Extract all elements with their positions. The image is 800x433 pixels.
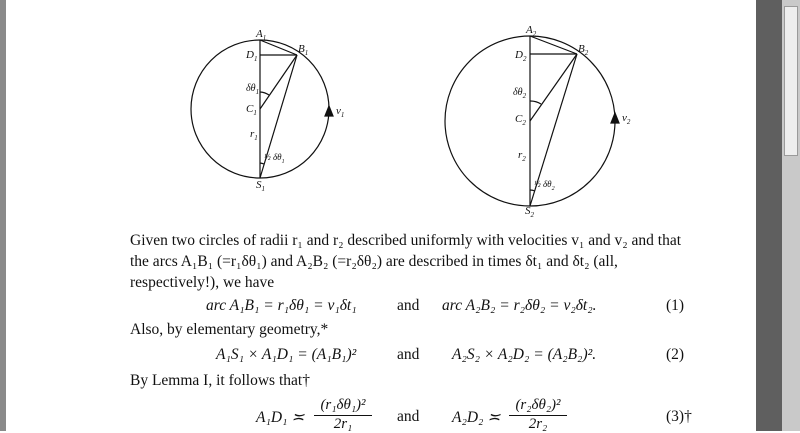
equation-2-and: and [397, 346, 420, 363]
right-label-d: D [515, 49, 523, 61]
equation-3-and: and [397, 408, 420, 425]
equation-2-number: (2) [666, 346, 685, 363]
right-half-angle-arc [530, 190, 535, 191]
circle-diagrams [6, 0, 756, 431]
left-angle-arc [260, 92, 269, 95]
right-label-s: S [525, 205, 531, 217]
left-label-c: C [246, 103, 254, 115]
svg-text:δθ2: $\delta\theta_2$ [513, 87, 527, 100]
equation-3-right-numerator: (r₂δθ₂)² [515, 397, 561, 413]
left-label-dtheta: δθ [246, 83, 256, 94]
document-page [6, 0, 756, 431]
left-label-b: B [298, 43, 305, 55]
left-half-angle-arc [260, 163, 264, 164]
right-label-dtheta: δθ [513, 87, 523, 98]
svg-text:S1: $S_1$ [256, 179, 265, 193]
svg-text:A1: $A_1$ [256, 28, 267, 42]
equation-3-right-lhs: A₂D₂ ≍ [452, 409, 501, 426]
svg-text:D1: $D_1$ [246, 49, 258, 63]
equation-1-and: and [397, 297, 420, 314]
right-label-a: A [526, 24, 533, 36]
equation-3-right-denominator: 2r₂ [509, 415, 567, 433]
equation-1-left: arc A₁B₁ = r₁δθ₁ = v₁δt₁ [206, 297, 357, 314]
right-radius-cb [530, 54, 577, 121]
equation-3-left-denominator: 2r₁ [314, 415, 372, 433]
right-circle-figure [445, 36, 619, 206]
svg-text:½ δθ1: ½ $\delta\theta_1$ [264, 152, 285, 165]
svg-text:C1: $C_1$ [246, 103, 257, 117]
svg-text:B1: $B_1$ [298, 43, 309, 57]
paragraph-lemma: By Lemma I, it follows that† [130, 372, 310, 389]
equation-1-number: (1) [666, 297, 685, 314]
scrollbar-thumb[interactable] [784, 6, 798, 156]
left-label-half-angle: ½ δθ [264, 152, 282, 162]
equation-2-right: A₂S₂ × A₂D₂ = (A₂B₂)². [452, 346, 597, 363]
equation-3-right-fraction [509, 397, 567, 433]
right-label-r: r [518, 149, 523, 161]
svg-text:v1: $v_1$ [336, 105, 345, 119]
paragraph-line-2: the arcs A₁B₁ (=r₁δθ₁) and A₂B₂ (=r₂δθ₂) are described in times δt₁ and δt₂ (all, [130, 253, 618, 270]
right-angle-arc [530, 101, 541, 104]
left-label-a: A [256, 28, 263, 40]
svg-text:S2: $S_2$ [525, 205, 534, 219]
svg-text:½ δθ2: ½ $\delta\theta_2$ [534, 179, 555, 192]
svg-text:A2: $A_2$ [526, 24, 537, 38]
right-velocity-arrow [611, 113, 619, 123]
equation-2-left: A₁S₁ × A₁D₁ = (A₁B₁)² [216, 346, 357, 363]
equation-3-left-fraction [314, 397, 372, 433]
svg-text:B2: $B_2$ [578, 43, 589, 57]
paragraph-line-3: respectively!), we have [130, 274, 275, 291]
svg-text:D2: $D_2$ [515, 49, 527, 63]
right-label-half-angle: ½ δθ [534, 179, 552, 189]
equation-3-left-lhs: A₁D₁ ≍ [256, 409, 305, 426]
right-label-c: C [515, 113, 523, 125]
left-velocity-arrow [325, 106, 333, 116]
left-circle-figure [191, 40, 333, 178]
svg-text:v2: $v_2$ [622, 112, 631, 126]
equation-1-right: arc A₂B₂ = r₂δθ₂ = v₂δt₂. [442, 297, 597, 314]
paragraph-also: Also, by elementary geometry,* [130, 321, 329, 338]
left-label-d: D [246, 49, 254, 61]
svg-text:r2: $r_2$ [518, 149, 526, 163]
left-label-r: r [250, 128, 255, 140]
paragraph-line-1: Given two circles of radii r₁ and r₂ described uniformly with velocities v₁ and v₂ and that [130, 232, 682, 249]
left-radius-cb [260, 55, 297, 109]
right-label-b: B [578, 43, 585, 55]
equation-3-left-numerator: (r₁δθ₁)² [320, 397, 366, 413]
equation-3-number: (3)† [666, 408, 692, 425]
svg-text:C2: $C_2$ [515, 113, 526, 127]
left-label-s: S [256, 179, 262, 191]
svg-text:r1: $r_1$ [250, 128, 258, 142]
left-label-v: v [336, 105, 341, 117]
svg-text:δθ1: $\delta\theta_1$ [246, 83, 260, 96]
right-label-v: v [622, 112, 627, 124]
